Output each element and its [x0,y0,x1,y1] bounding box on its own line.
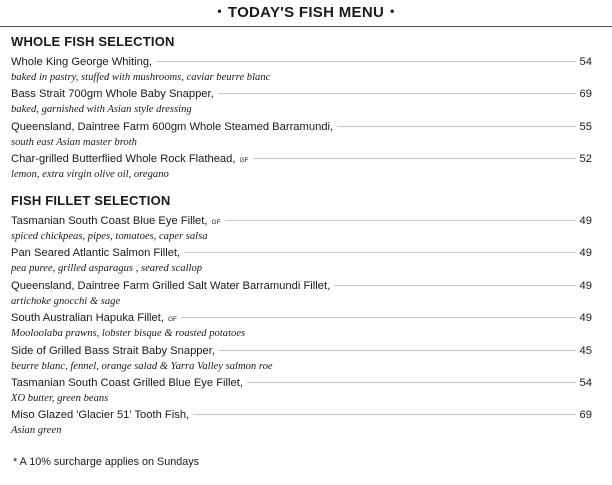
menu-item-line [11,87,592,102]
menu-item [11,408,592,440]
menu-item [11,344,592,376]
menu-item-line [11,246,592,261]
menu-item [11,279,592,311]
menu-item [11,87,592,119]
menu-item-name: Miso Glazed 'Glacier 51' Tooth Fish, [11,409,190,422]
menu-item-line [11,344,592,359]
section-heading-fish-fillet: FISH FILLET SELECTION [11,193,171,208]
menu-item-line [11,152,592,167]
menu-item-price: 55 [579,120,592,133]
menu-item-price: 49 [579,215,592,227]
menu-item-name: Tasmanian South Coast Blue Eye Fillet, [11,215,208,227]
menu-item-line [11,214,592,229]
menu-item-price: 49 [579,279,592,292]
dotted-leader [218,93,576,94]
menu-item [11,120,592,152]
gluten-free-badge: GF [239,157,249,165]
menu-item-description: XO butter, green beans [11,392,109,404]
menu-item-price: 54 [579,56,592,68]
menu-header [0,0,612,27]
menu-item-price: 52 [579,153,592,166]
dotted-leader [337,126,575,127]
menu-item-line [11,55,592,70]
menu-item-name: South Australian Hapuka Fillet, [11,312,164,325]
menu-item-description: south east Asian master broth [11,136,137,148]
menu-item-description: pea puree, grilled asparagus , seared scallop [11,263,203,275]
menu-item-description: Mooloolaba prawns, lobster bisque & roasted potatoes [11,328,246,340]
title-bullet-right: • [390,4,395,18]
gluten-free-badge: GF [211,219,221,226]
menu-item-price: 69 [579,88,592,101]
menu-item-line [11,279,592,294]
menu-item-price: 45 [579,344,592,357]
menu-item [11,376,592,408]
menu-item [11,311,592,343]
menu-item [11,214,592,246]
menu-item-price: 69 [579,409,592,422]
menu-item-line [11,376,592,391]
menu-item-name: Queensland, Daintree Farm 600gm Whole Steamed Barramundi, [11,120,334,133]
menu-item-description: baked, garnished with Asian style dressing [11,104,192,116]
menu-item-line [11,311,592,326]
menu-title-text: TODAY'S FISH MENU [227,4,385,21]
menu-item-price: 49 [579,312,592,325]
title-bullet-left: • [217,4,222,18]
whole-fish-list [11,55,592,185]
menu-item-description: baked in pastry, stuffed with mushrooms, caviar beurre blanc [11,72,271,83]
menu-item-description: beurre blanc, fennel, orange salad & Yarra Valley salmon roe [11,360,273,372]
surcharge-footnote: * A 10% surcharge applies on Sundays [13,456,200,468]
dotted-leader [184,252,575,253]
menu-item-name: Side of Grilled Bass Strait Baby Snapper, [11,344,215,357]
menu-item [11,152,592,184]
dotted-leader [247,382,576,383]
menu-item [11,55,592,87]
menu-item-description: spiced chickpeas, pipes, tomatoes, caper salsa [11,231,208,242]
menu-item-description: artichoke gnocchi & sage [11,295,121,307]
menu-item-line [11,408,592,423]
menu-item-name: Char-grilled Butterflied Whole Rock Flathead, [11,153,236,166]
dotted-leader [219,350,576,351]
menu-item-name: Queensland, Daintree Farm Grilled Salt Water Barramundi Fillet, [11,279,331,292]
menu-item-description: Asian green [11,425,62,437]
dotted-leader [253,158,576,159]
fish-fillet-list [11,214,592,441]
menu-item-name: Pan Seared Atlantic Salmon Fillet, [11,247,181,260]
dotted-leader [193,414,575,415]
menu-title [211,4,400,21]
menu-item [11,246,592,278]
section-heading-whole-fish: WHOLE FISH SELECTION [11,34,175,49]
menu-item-name: Tasmanian South Coast Grilled Blue Eye Fillet, [11,376,243,389]
dotted-leader [225,220,576,221]
menu-item-price: 49 [579,247,592,260]
menu-item-line [11,120,592,135]
dotted-leader [334,285,575,286]
menu-item-name: Bass Strait 700gm Whole Baby Snapper, [11,88,214,101]
dotted-leader [156,61,575,62]
gluten-free-badge: GF [167,316,178,324]
menu-item-price: 54 [579,376,592,389]
dotted-leader [181,317,576,318]
menu-item-description: lemon, extra virgin olive oil, oregano [11,169,169,181]
menu-item-name: Whole King George Whiting, [11,56,153,68]
